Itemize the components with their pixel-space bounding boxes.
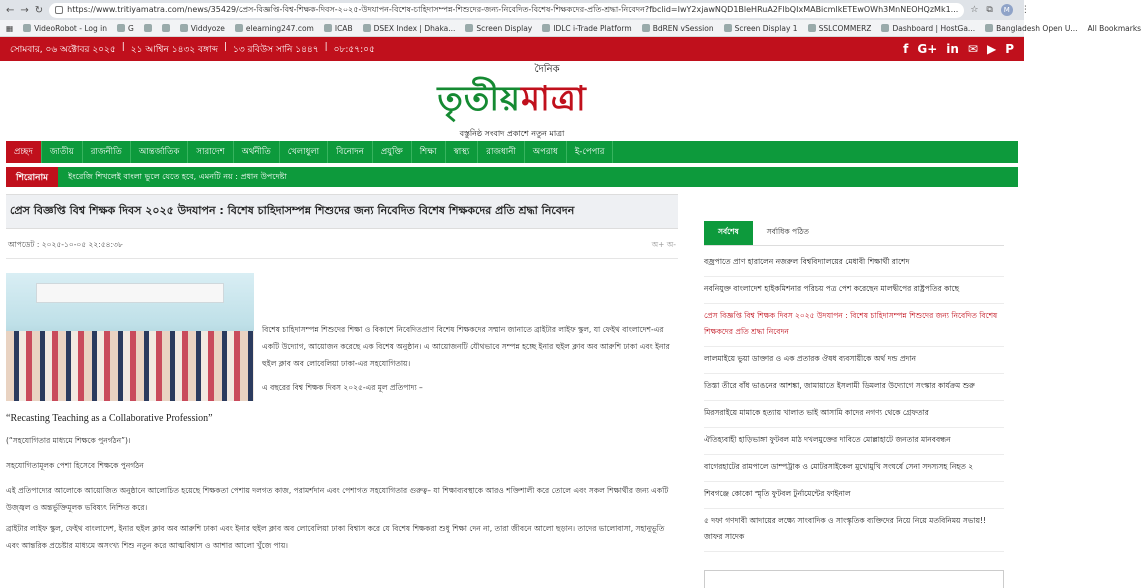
nav-entertainment[interactable]: বিনোদন xyxy=(328,141,373,163)
nav-education[interactable]: শিক্ষা xyxy=(412,141,446,163)
url-text: https://www.tritiyamatra.com/news/35429/প্রেস-বিজ্ঞপ্তি-বিশ্ব-শিক্ষক-দিবস-২০২৫-উদযাপন-বিশেষ-চাহিদাসম্পন্ন-শিশুদের-জন্য-নিবেদিত-বিশেষ-শিক্ষকদের-প্রতি-শ্রদ্ধা-নিবেদন?fbclid=IwY2xjawNQD1BleHRuA2FlbQIxMABicmlkETEwOWh3MnNEOHQzMk1... xyxy=(67,4,958,17)
bookmark-item[interactable]: G xyxy=(117,24,134,33)
theme-quote: “Recasting Teaching as a Collaborative Profession” xyxy=(6,413,678,424)
clock: ০৮:৫৭:০৫ xyxy=(334,42,375,57)
bookmark-item[interactable]: elearning247.com xyxy=(235,24,314,33)
article xyxy=(6,187,678,588)
bookmark-item[interactable] xyxy=(144,24,152,32)
bookmark-item[interactable]: Dashboard | HostGa... xyxy=(881,24,975,33)
tab-most-read[interactable]: সর্বাধিক পঠিত xyxy=(753,221,823,245)
divider xyxy=(6,258,678,259)
mail-icon[interactable]: ✉ xyxy=(968,42,978,56)
ad-placeholder[interactable] xyxy=(704,570,1004,588)
list-item[interactable]: তিস্তা তীরে বাঁধ ভাঙনের আশঙ্কা, জামায়াতে ইসলামী ডিমলার উদ্যোগে সংস্কার কার্যক্রম শুরু xyxy=(704,374,1004,401)
google-plus-icon[interactable]: G+ xyxy=(917,42,937,56)
font-size-controls[interactable]: অ+ অ- xyxy=(652,240,676,252)
site-logo[interactable] xyxy=(0,61,1024,141)
list-item[interactable]: প্রেস বিজ্ঞপ্তি বিশ্ব শিক্ষক দিবস ২০২৫ উদযাপন : বিশেষ চাহিদাসম্পন্ন শিশুদের জন্য নিবেদিত বিশেষ শিক্ষকদের প্রতি শ্রদ্ধা নিবেদন xyxy=(704,304,1004,347)
nav-country[interactable]: সারাদেশ xyxy=(188,141,233,163)
nav-epaper[interactable]: ই-পেপার xyxy=(567,141,614,163)
bookmark-item[interactable] xyxy=(162,24,170,32)
profile-avatar[interactable]: M xyxy=(1001,4,1013,16)
nav-politics[interactable]: রাজনীতি xyxy=(83,141,131,163)
date-hijri: ১৩ রবিউস সানি ১৪৪৭ xyxy=(233,42,319,57)
back-icon[interactable]: ← xyxy=(6,4,14,16)
logo-word-1: তৃতীয় xyxy=(437,79,521,119)
article-photo xyxy=(6,273,254,401)
bookmarks-bar xyxy=(0,20,1024,37)
star-icon[interactable]: ☆ xyxy=(970,5,978,15)
bookmark-item[interactable]: ICAB xyxy=(324,24,353,33)
reload-icon[interactable]: ↻ xyxy=(35,4,43,16)
list-item[interactable]: শিবগঞ্জে কোকো স্মৃতি ফুটবল টুর্নামেন্টের ফাইনাল xyxy=(704,482,1004,509)
paragraph: এই প্রতিপাদ্যের আলোকে আয়োজিত অনুষ্ঠানে আলোচিত হয়েছে শিক্ষকতা পেশায় দলগত কাজ, পরামর্শদান এবং পেশাগত সহযোগিতার গুরুত্ব– যা শিক্ষাব্যবস্থাকে আরও শক্তিশালী করে তোলে এবং সকল শিক্ষার্থীর জন্য একটি উজ্জ্বল ও অন্তর্ভুক্তিমূলক ভবিষ্যৎ নিশ্চিত করে। xyxy=(6,482,678,516)
extensions-icon[interactable]: ⧉ xyxy=(986,5,992,15)
menu-icon[interactable]: ⋮ xyxy=(1021,5,1030,15)
nav-sports[interactable]: খেলাধুলা xyxy=(280,141,328,163)
headline-ticker xyxy=(6,167,1018,187)
logo-tagline: বস্তুনিষ্ঠ সংবাদ প্রকাশে নতুন মাত্রা xyxy=(460,128,565,141)
nav-capital[interactable]: রাজধানী xyxy=(478,141,524,163)
nav-technology[interactable]: প্রযুক্তি xyxy=(373,141,412,163)
list-item[interactable]: ৫ দফা গণদাবী আদায়ের লক্ষ্যে সাংবাদিক ও সাংস্কৃতিক ব্যক্তিদের নিয়ে নিয়ে মতবিনিময় সভায়!! জাফর সাদেক xyxy=(704,509,1004,552)
bookmark-item[interactable]: VideoRobot - Log in xyxy=(23,24,107,33)
list-item[interactable]: মিরসরাইয়ে মামাকে হত্যায় খালাত ভাই আসামি কাদের নগণ্য থেকে গ্রেফতার xyxy=(704,401,1004,428)
nav-home[interactable]: প্রচ্ছদ xyxy=(6,141,42,163)
nav-crime[interactable]: অপরাধ xyxy=(525,141,567,163)
browser-toolbar xyxy=(0,0,1024,20)
tab-latest[interactable]: সর্বশেষ xyxy=(704,221,753,245)
paragraph: সহযোগিতামূলক পেশা হিসেবে শিক্ষকে পুনর্গঠন xyxy=(6,457,678,474)
paragraph: ব্রাইটার লাইফ স্কুল, ফেইথ বাংলাদেশ, ইনার হুইল ক্লাব অব আরুশি ঢাকা এবং ইনার হুইল ক্লাব অব লোবেলিয়া ঢাকা বিশ্বাস করে যে বিশেষ শিক্ষকরা শুধু শিক্ষা দেন না, তারা জীবনে আলো ছড়ান। তাদের ভালোবাসা, সহানুভূতি এবং আন্তরিক প্রচেষ্টার মাধ্যমে অসংখ্য শিশু নতুন করে আত্মবিশ্বাস ও আশার আলো খুঁজে পায়। xyxy=(6,520,678,554)
pinterest-icon[interactable]: P xyxy=(1005,42,1014,56)
logo-small-text: দৈনিক xyxy=(534,62,559,79)
bookmark-item[interactable]: BdREN vSession xyxy=(642,24,714,33)
article-headline: প্রেস বিজ্ঞপ্তি বিশ্ব শিক্ষক দিবস ২০২৫ উদযাপন : বিশেষ চাহিদাসম্পন্ন শিশুদের জন্য নিবেদিত বিশেষ শিক্ষকদের প্রতি শ্রদ্ধা নিবেদন xyxy=(6,194,678,229)
site-info-icon[interactable] xyxy=(55,6,63,14)
list-item[interactable]: লালমাইয়ে ভুয়া ডাক্তার ও এক প্রতারক ঔষধ ব্যবসায়ীকে অর্থ দন্ড প্রদান xyxy=(704,347,1004,374)
address-bar[interactable] xyxy=(49,3,964,18)
nav-national[interactable]: জাতীয় xyxy=(42,141,83,163)
date-weekday: সোমবার, ০৬ অক্টোবর ২০২৫ xyxy=(10,42,116,57)
linkedin-icon[interactable]: in xyxy=(946,42,959,56)
bookmark-item[interactable]: DSEX Index | Dhaka... xyxy=(363,24,456,33)
paragraph: বিশেষ চাহিদাসম্পন্ন শিশুদের শিক্ষা ও বিকাশে নিবেদিতপ্রাণ বিশেষ শিক্ষকদের সম্মান জানাতে ব্রাইটার লাইফ স্কুল, যা ফেইথ বাংলাদেশ-এর একটি উদ্যোগ, আয়োজন করেছে এক বিশেষ অনুষ্ঠান। এ আয়োজনটি যৌথভাবে সম্পন্ন হচ্ছে ইনার হুইল ক্লাব অব আরুশি ঢাকা এবং ইনার হুইল ক্লাব অব লোবেলিয়া ঢাকা-এর সহযোগিতায়। xyxy=(262,321,674,372)
nav-economy[interactable]: অর্থনীতি xyxy=(234,141,280,163)
bookmark-item[interactable]: Screen Display 1 xyxy=(724,24,798,33)
date-bar: সোমবার, ০৬ অক্টোবর ২০২৫ | ২১ আশ্বিন ১৪৩২ বঙ্গাব্দ | ১৩ রবিউস সানি ১৪৪৭ | ০৮:৫৭:০৫ f G+ in ✉ ▶ P xyxy=(0,37,1024,61)
date-bangla: ২১ আশ্বিন ১৪৩২ বঙ্গাব্দ xyxy=(131,42,218,57)
bookmark-item[interactable]: IDLC i-Trade Platform xyxy=(542,24,631,33)
list-item[interactable]: নবনিযুক্ত বাংলাদেশ হাইকমিশনার পরিচয় পত্র পেশ করেছেন মালদ্বীপের রাষ্ট্রপতির কাছে xyxy=(704,277,1004,304)
logo-word-2: মাত্রা xyxy=(521,79,587,119)
youtube-icon[interactable]: ▶ xyxy=(987,42,996,56)
bookmark-item[interactable]: Screen Display xyxy=(465,24,532,33)
update-time: আপডেট : ২০২৫-১০-০৫ ২২:৫৪:৩৮ xyxy=(8,240,123,252)
bookmark-item[interactable]: Bangladesh Open U... xyxy=(985,24,1077,33)
bookmark-item[interactable]: SSLCOMMERZ xyxy=(808,24,872,33)
all-bookmarks[interactable]: All Bookmarks xyxy=(1088,24,1141,33)
paragraph: এ বছরের বিশ্ব শিক্ষক দিবস ২০২৫-এর মূল প্রতিপাদ্য – xyxy=(262,379,674,396)
apps-icon[interactable]: ▦ xyxy=(6,24,13,33)
list-item[interactable]: বজ্রপাতে প্রাণ হারালেন নজরুল বিশ্ববিদ্যালয়ের মেধাবী শিক্ষার্থী রাশেদ xyxy=(704,250,1004,277)
list-item[interactable]: ঐতিহ্যবাহী হাড়িভাঙ্গা ফুটবল মাঠ দখলমুক্তের দাবিতে মোল্লাহাটে জনতার মানববন্ধন xyxy=(704,428,1004,455)
sidebar xyxy=(704,221,1004,588)
nav-health[interactable]: স্বাস্থ্য xyxy=(446,141,479,163)
ticker-text[interactable]: ইংরেজি শিখলেই বাংলা ভুলে যেতে হবে, এমনটি নয় : প্রধান উপদেষ্টা xyxy=(58,171,287,184)
main-nav xyxy=(6,141,1018,163)
bookmark-item[interactable]: Viddyoze xyxy=(180,24,225,33)
ticker-label: শিরোনাম xyxy=(6,167,58,187)
facebook-icon[interactable]: f xyxy=(903,42,908,56)
nav-international[interactable]: আন্তর্জাতিক xyxy=(131,141,189,163)
list-item[interactable]: বাগেরহাটের রামপালে ডাম্পট্রাক ও মোটরসাইকেল মুখোমুখি সংঘর্ষে সেনা সদস্যসহ নিহত ২ xyxy=(704,455,1004,482)
paragraph: (“সহযোগিতার মাধ্যমে শিক্ষকে পুনর্গঠন”)। xyxy=(6,432,678,449)
forward-icon[interactable]: → xyxy=(20,4,28,16)
